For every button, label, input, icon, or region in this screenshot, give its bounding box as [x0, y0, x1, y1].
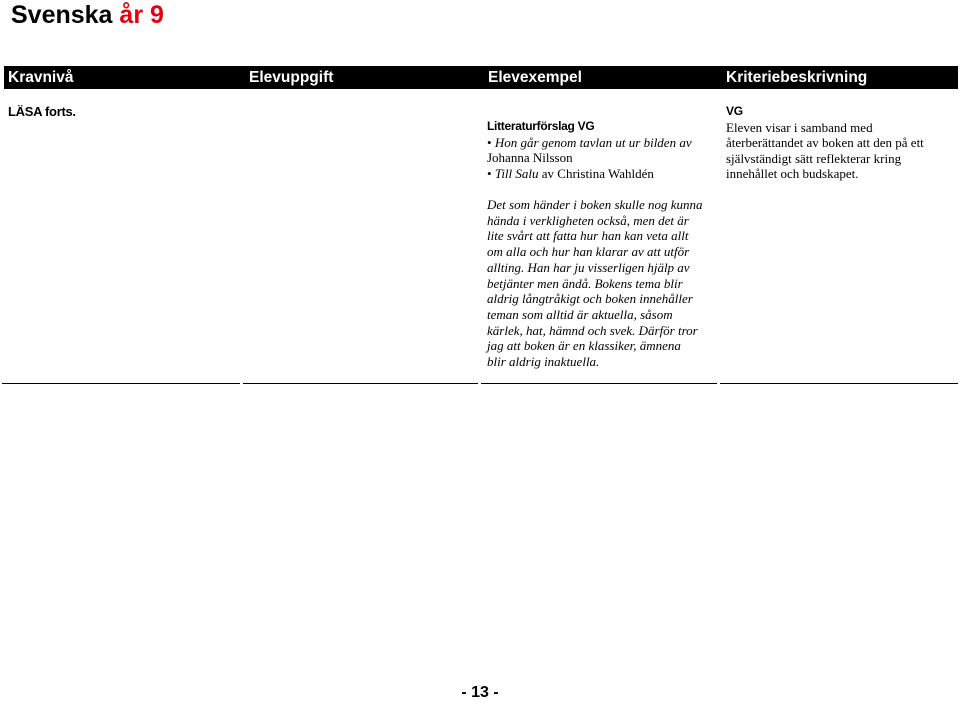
suggestion-item: [487, 166, 717, 182]
suggestion-title: Hon går genom tavlan ut ur bilden av: [494, 134, 692, 150]
suggestion-title: Till Salu: [494, 165, 539, 181]
example-text-line: teman som alltid är aktuella, såsom: [487, 306, 673, 322]
example-text-line: lite svårt att fatta hur han kan veta allt: [487, 228, 689, 244]
table-header-row: [4, 66, 958, 89]
example-text-line: aldrig långtråkigt och boken innehåller: [487, 291, 693, 307]
criteria-line: Eleven visar i samband med: [726, 119, 873, 135]
suggestion-item: [487, 135, 717, 151]
title-year: år 9: [119, 1, 164, 29]
criteria-line: självständigt sätt reflekterar kring: [726, 150, 902, 166]
table-bottom-rule: [720, 383, 958, 384]
column-header-kriteriebeskrivning: Kriteriebeskrivning: [726, 69, 868, 86]
example-text-line: blir aldrig inaktuella.: [487, 354, 600, 370]
example-text-line: hända i verkligheten också, men det är: [487, 212, 689, 228]
column-header-elevuppgift: Elevuppgift: [249, 69, 334, 86]
bullet-icon: •: [487, 165, 492, 181]
criteria-line: innehållet och budskapet.: [726, 166, 859, 181]
kravniva-cell: LÄSA forts.: [8, 104, 76, 119]
student-example-text: [487, 197, 719, 370]
example-text-line: Det som händer i boken skulle nog kunna: [487, 197, 703, 212]
table-bottom-rule: [2, 383, 240, 384]
example-text-line: om alla och hur han klarar av att utför: [487, 244, 690, 260]
example-text-line: kärlek, hat, hämnd och svek. Därför tror: [487, 322, 698, 338]
criteria-line: återberättandet av boken att den på ett: [726, 135, 924, 150]
criteria-description: [726, 120, 956, 182]
example-text-line: betjänter men ändå. Bokens tema blir: [487, 275, 683, 291]
example-text-line: allting. Han har ju visserligen hjälp av: [487, 259, 690, 275]
example-text-line: jag att boken är en klassiker, ämnena: [487, 338, 681, 354]
column-header-elevexempel: Elevexempel: [488, 69, 582, 86]
criteria-cell: [726, 104, 956, 182]
criteria-grade: VG: [726, 104, 743, 118]
suggestions-heading: Litteraturförslag VG: [487, 119, 595, 133]
title-subject: Svenska: [11, 1, 113, 29]
page-number: - 13 -: [461, 684, 499, 701]
table-bottom-rule: [481, 383, 717, 384]
suggestion-author: av Christina Wahldén: [538, 165, 654, 181]
document-title: [11, 0, 164, 30]
column-header-kravniva: Kravnivå: [8, 69, 74, 86]
table-bottom-rule: [243, 383, 478, 384]
literature-suggestions: [487, 119, 717, 181]
suggestion-author: Johanna Nilsson: [487, 150, 573, 165]
bullet-icon: •: [487, 134, 492, 150]
